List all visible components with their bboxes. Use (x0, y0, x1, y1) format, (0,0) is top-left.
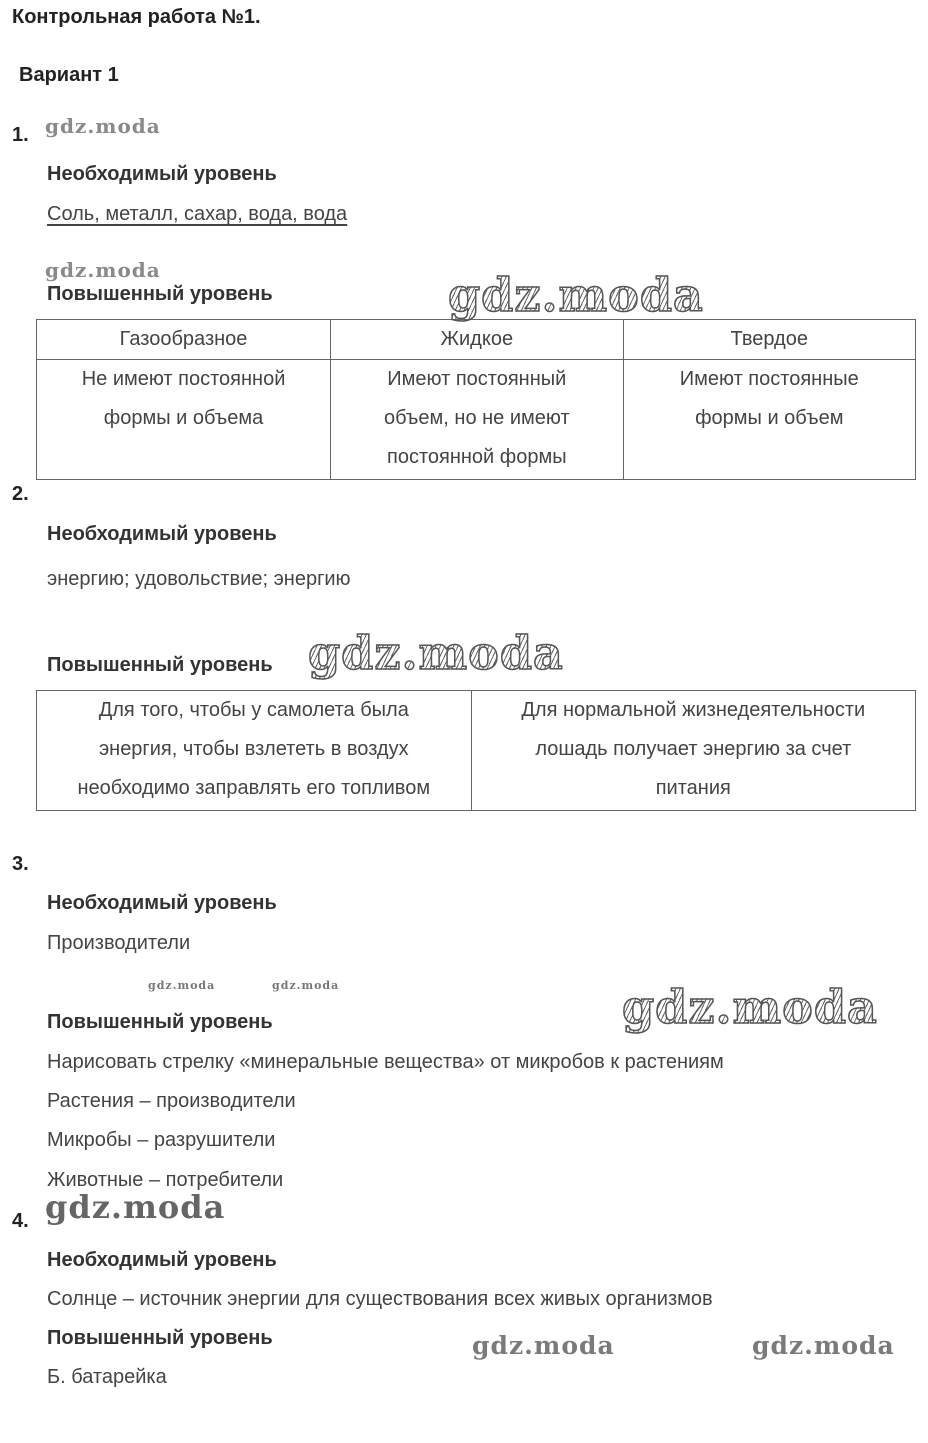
cell-line: объем, но не имеют (384, 407, 570, 429)
q3-basic-label: Необходимый уровень (47, 892, 277, 914)
watermark: gdz.moda (45, 258, 161, 282)
q3-advanced-label: Повышенный уровень (47, 1011, 273, 1033)
q3-advanced-line: Животные – потребители (47, 1169, 284, 1191)
q2-basic-answer: энергию; удовольствие; энергию (47, 568, 351, 590)
q3-basic-answer: Производители (47, 932, 191, 954)
q3-advanced-line: Растения – производители (47, 1090, 296, 1112)
cell-line: Для того, чтобы у самолета была (98, 699, 409, 721)
q2-advanced-label: Повышенный уровень (47, 654, 273, 676)
table-cell (37, 360, 331, 480)
q2-energy-table (36, 690, 916, 811)
cell-line: Имеют постоянные (679, 368, 859, 390)
cell-line: формы и объем (695, 407, 844, 429)
table-header-cell: Жидкое (331, 320, 623, 360)
cell-line: Имеют постоянный (387, 368, 567, 390)
table-header-cell: Твердое (623, 320, 915, 360)
table-cell (37, 691, 472, 811)
cell-line: постоянной формы (387, 446, 567, 468)
q4-basic-answer: Солнце – источник энергии для существования всех живых организмов (47, 1288, 713, 1310)
q4-advanced-answer: Б. батарейка (47, 1366, 167, 1388)
watermark: gdz.moda (272, 979, 340, 992)
q4-advanced-label: Повышенный уровень (47, 1327, 273, 1349)
cell-line: формы и объема (103, 407, 264, 429)
table-header-cell: Газообразное (37, 320, 331, 360)
q3-advanced-line: Микробы – разрушители (47, 1129, 276, 1151)
watermark: gdz.moda (45, 114, 161, 138)
cell-line: необходимо заправлять его топливом (77, 777, 431, 799)
question-3-number: 3. (12, 853, 29, 875)
cell-line: питания (655, 777, 731, 799)
q1-advanced-label: Повышенный уровень (47, 283, 273, 305)
q1-basic-label: Необходимый уровень (47, 163, 277, 185)
question-1-number: 1. (12, 124, 29, 146)
cell-line: Не имеют постоянной (81, 368, 286, 390)
table-cell (471, 691, 915, 811)
table-cell (623, 360, 915, 480)
q1-basic-answer: Соль, металл, сахар, вода, вода (47, 203, 348, 225)
table-cell (331, 360, 623, 480)
q4-basic-label: Необходимый уровень (47, 1249, 277, 1271)
cell-line: энергия, чтобы взлететь в воздух (98, 738, 409, 760)
watermark: gdz.moda (148, 979, 216, 992)
watermark: gdz.moda (622, 980, 878, 1034)
watermark: gdz.moda (45, 1188, 226, 1226)
watermark: gdz.moda (308, 626, 564, 680)
q3-advanced-line: Нарисовать стрелку «минеральные вещества» от микробов к растениям (47, 1051, 724, 1073)
cell-line: Для нормальной жизнедеятельности (521, 699, 866, 721)
watermark: gdz.moda (448, 268, 704, 322)
question-2-number: 2. (12, 483, 29, 505)
watermark: gdz.moda (752, 1331, 895, 1360)
watermark: gdz.moda (472, 1331, 615, 1360)
question-4-number: 4. (12, 1210, 29, 1232)
q1-states-table (36, 319, 916, 480)
q2-basic-label: Необходимый уровень (47, 523, 277, 545)
cell-line: лошадь получает энергию за счет (535, 738, 852, 760)
page-title: Контрольная работа №1. (12, 6, 261, 28)
variant-title: Вариант 1 (19, 64, 119, 86)
